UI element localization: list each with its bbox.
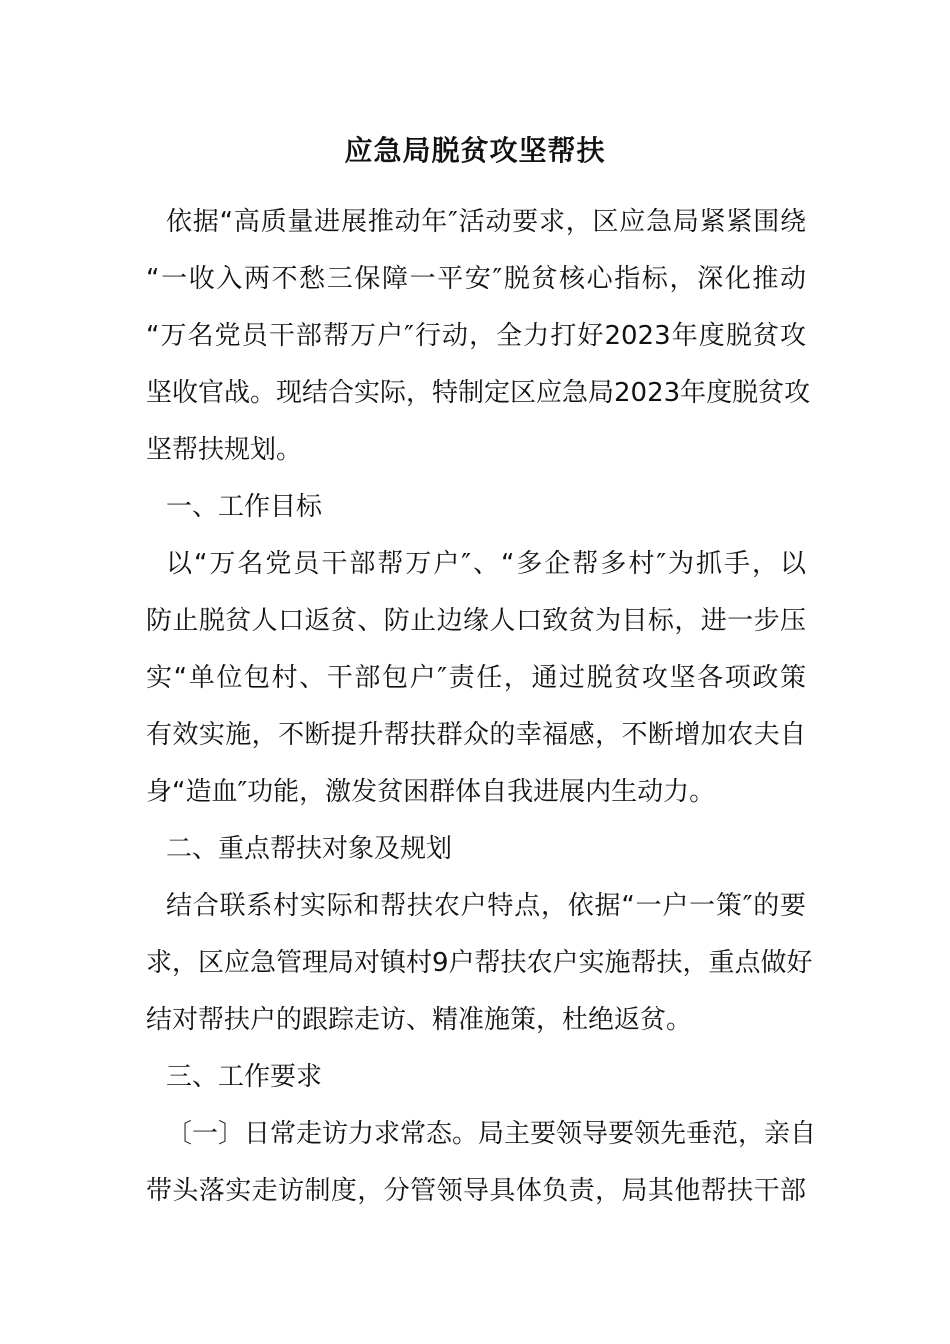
paragraph-line: 防止脱贫人口返贫、防止边缘人口致贫为目标，进一步压 (146, 606, 806, 636)
paragraph-line: 身“造血″功能，激发贫困群体自我进展内生动力。 (146, 777, 716, 807)
paragraph-line: 坚帮扶规划。 (146, 435, 303, 465)
paragraph-line: 求，区应急管理局对镇村9户帮扶农户实施帮扶，重点做好 (146, 948, 813, 978)
paragraph-line: 有效实施，不断提升帮扶群众的幸福感，不断增加农夫自 (146, 720, 806, 750)
paragraph-line: 以“万名党员干部帮万户″、“多企帮多村″为抓手，以 (166, 549, 806, 579)
paragraph-line: 实“单位包村、干部包户″责任，通过脱贫攻坚各项政策 (146, 663, 806, 693)
document-title: 应急局脱贫攻坚帮扶 (344, 134, 606, 167)
paragraph-line: 结合联系村实际和帮扶农户特点，依据“一户一策″的要 (166, 891, 806, 921)
section-heading: 三、工作要求 (166, 1062, 323, 1092)
paragraph-line: “一收入两不愁三保障一平安″脱贫核心指标，深化推动 (146, 264, 806, 294)
paragraph-line: 依据“高质量进展推动年″活动要求，区应急局紧紧围绕 (166, 207, 806, 237)
section-heading: 二、重点帮扶对象及规划 (166, 834, 453, 864)
paragraph-line: 带头落实走访制度，分管领导具体负责，局其他帮扶干部 (146, 1176, 806, 1206)
paragraph-line: “万名党员干部帮万户″行动，全力打好2023年度脱贫攻 (146, 321, 806, 351)
paragraph-line: 〔一〕日常走访力求常态。局主要领导要领先垂范，亲自 (166, 1119, 817, 1149)
paragraph-line: 坚收官战。现结合实际，特制定区应急局2023年度脱贫攻 (146, 378, 811, 408)
paragraph-line: 结对帮扶户的跟踪走访、精准施策，杜绝返贫。 (146, 1005, 693, 1035)
section-heading: 一、工作目标 (166, 492, 323, 522)
